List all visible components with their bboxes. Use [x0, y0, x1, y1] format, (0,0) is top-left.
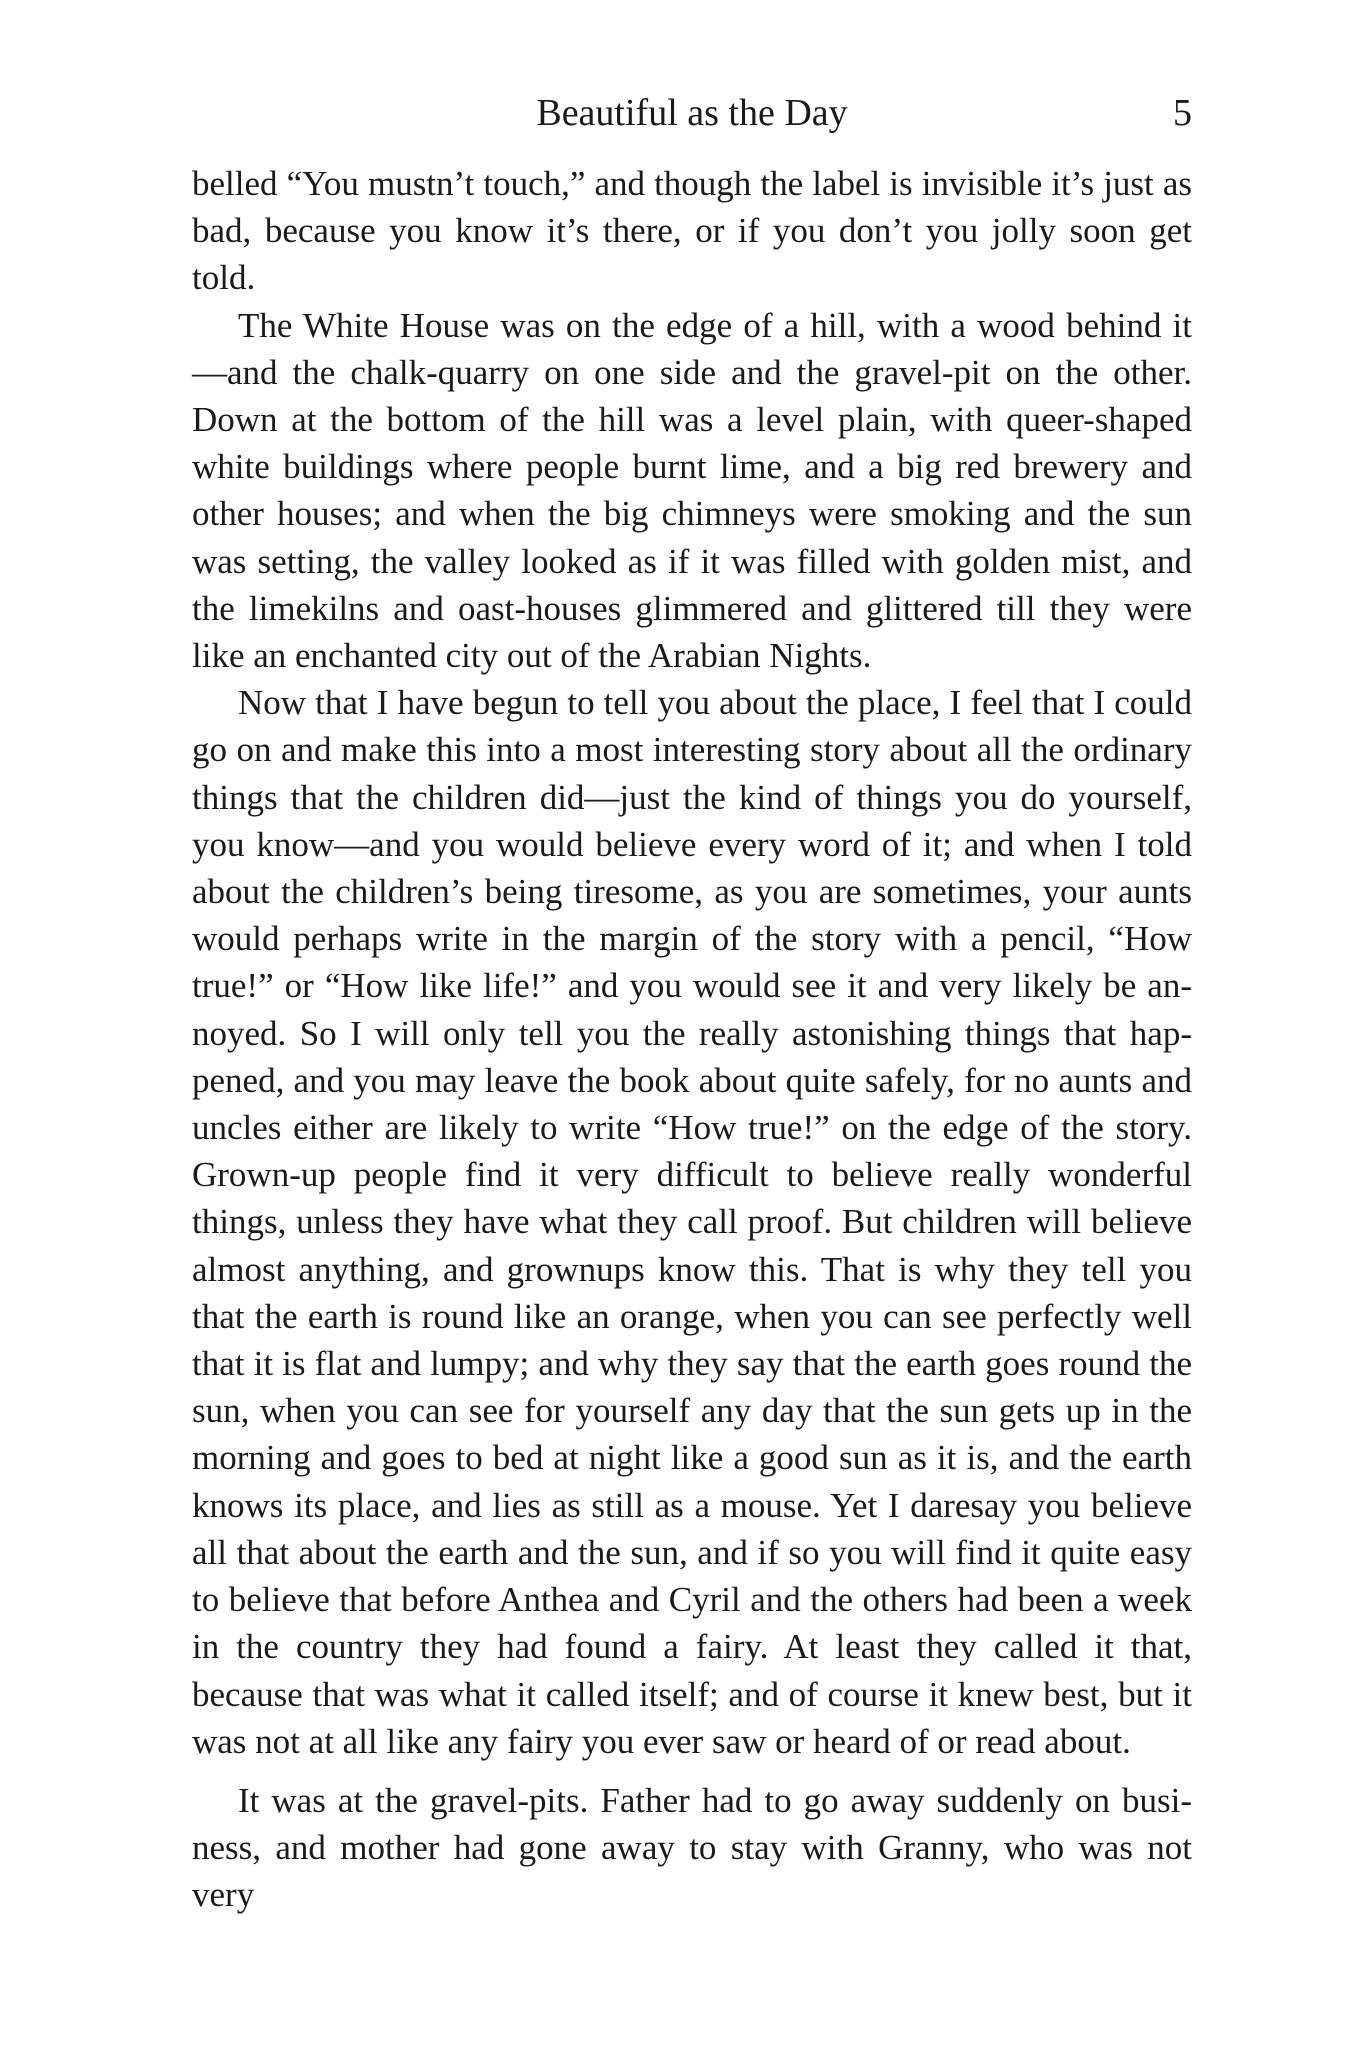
body-text [192, 160, 1192, 1919]
paragraph: The White House was on the edge of a hill, with a wood behind it—and the chalk-quarry on one side and the gravel-pit on the other. Down at the bottom of the hill was a level plain, with queer-shaped white buildings where people burnt lime, and a big red brewery and other houses; and when the big chimneys were smoking and the sun was setting, the valley looked as if it was filled with golden mist, and the limekilns and oast-houses glimmered and glittered till they were like an enchanted city out of the Arabian Nights. [192, 305, 1192, 676]
paragraph: Now that I have begun to tell you about the place, I feel that I could go on and make this into a most interesting story about all the ordinary things that the children did—just the kind of things you do yourself, you know—and you would believe every word of it; and when I told about the children’s being tiresome, as you are sometimes, your aunts would perhaps write in the margin of the story with a pencil, “How true!” or “How like life!” and you would see it and very likely be annoyed. So I will only tell you the really astonishing things that happened, and you may leave the book about quite safely, for no aunts and uncles either are likely to write “How true!” on the edge of the story. Grown-up people find it very difficult to believe really wonderful things, unless they have what they call proof. But children will believe almost anything, and grownups know this. That is why they tell you that the earth is round like an orange, when you can see perfectly well that it is flat and lumpy; and why they say that the earth goes round the sun, when you can see for yourself any day that the sun gets up in the morning and goes to bed at night like a good sun as it is, and the earth knows its place, and lies as still as a mouse. Yet I daresay you believe all that about the earth and the sun, and if so you will find it quite easy to believe that before Anthea and Cyril and the others had been a week in the country they had found a fairy. At least they called it that, because that was what it called itself; and of course it knew best, but it was not at all like any fairy you ever saw or heard of or read about. [192, 683, 1192, 1761]
paragraph: It was at the gravel-pits. Father had to go away suddenly on business, and mother had gone away to stay with Granny, who was not very [192, 1780, 1192, 1915]
page-number: 5 [1173, 92, 1192, 134]
running-title: Beautiful as the Day [536, 92, 848, 134]
paragraph-continued: belled “You mustn’t touch,” and though the label is invisible it’s just as bad, because you know it’s there, or if you don’t you jolly soon get told. [192, 164, 1192, 298]
running-head [192, 88, 1192, 138]
